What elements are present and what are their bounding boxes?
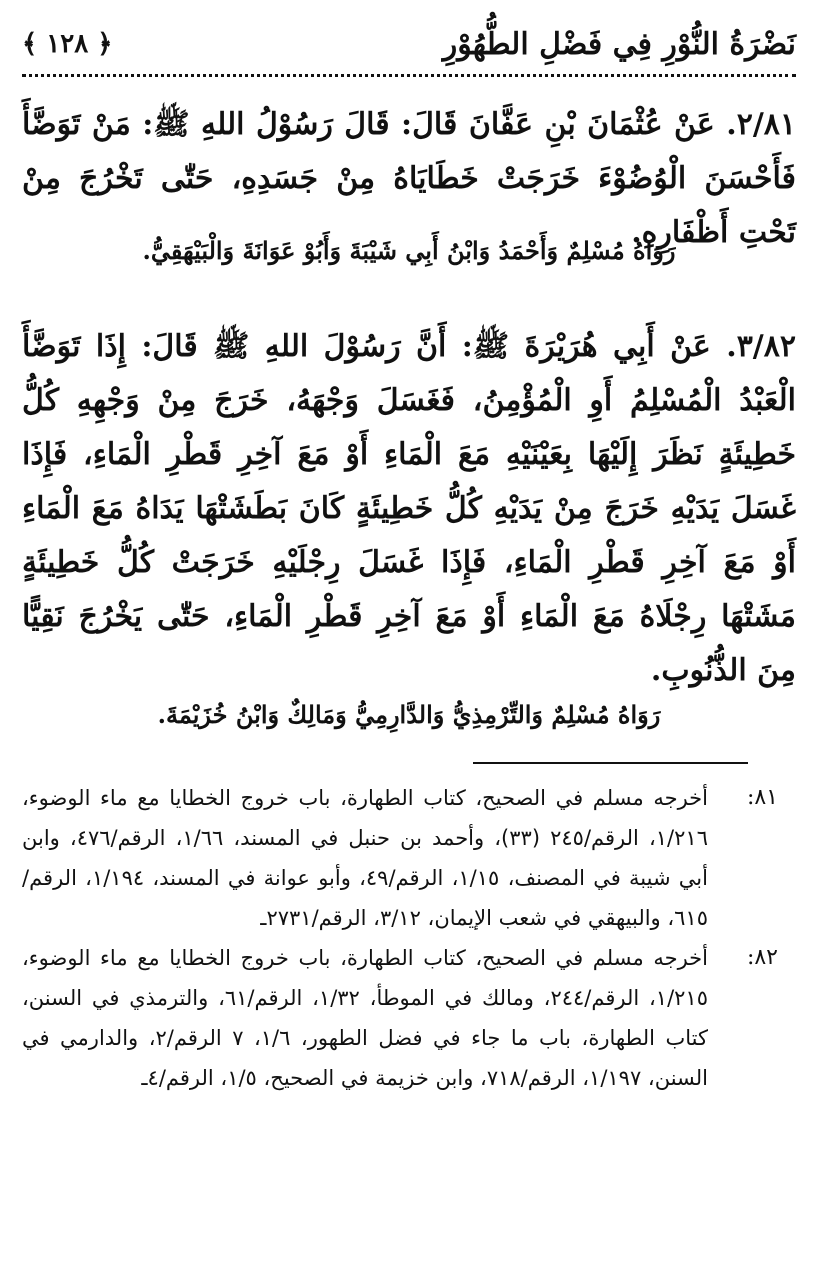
footnote-text: أخرجه مسلم في الصحيح، كتاب الطهارة، باب خروج الخطايا مع ماء الوضوء، ١/٢١٥، الرقم/٢٤٤، ومالك في الموطأ، ١/٣٢، الرقم/٦١، والترمذي في السنن، كتاب الطهارة، باب ما جاء في فضل الطهور، ١/٦، ٧ الرقم/٢، والدارمي في السنن، ١/١٩٧، الرقم/٧١٨، وابن خزيمة في الصحيح، ١/٥، الرقم/٤ـ xyxy=(22,946,709,1090)
hadith-number: ٢/٨١. xyxy=(726,107,796,142)
footnotes xyxy=(22,778,796,1098)
hadith-reference: رَوَاهُ مُسْلِمٌ وَالتِّرْمِذِيُّ وَالدَّارِمِيُّ وَمَالِكٌ وَابْنُ خُزَيْمَةَ. xyxy=(157,700,661,729)
page-header xyxy=(22,12,796,76)
footnote-number: ٨٢: xyxy=(746,945,778,970)
hadith-number: ٣/٨٢. xyxy=(726,329,796,364)
footnote-number: ٨١: xyxy=(746,785,778,810)
hadith-text: عَنْ أَبِي هُرَيْرَةَ ﷺ: أَنَّ رَسُوْلَ اللهِ ﷺ قَالَ: إِذَا تَوَضَّأَ الْعَبْدُ الْمُسْلِمُ أَوِ الْمُؤْمِنُ، فَغَسَلَ وَجْهَهُ، خَرَجَ مِنْ وَجْهِهِ كُلُّ خَطِيئَةٍ نَظَرَ إِلَيْهَا بِعَيْنَيْهِ مَعَ الْمَاءِ أَوْ مَعَ آخِرِ قَطْرِ الْمَاءِ، فَإِذَا غَسَلَ يَدَيْهِ خَرَجَ مِنْ يَدَيْهِ كُلُّ خَطِيئَةٍ كَانَ بَطَشَتْهَا يَدَاهُ مَعَ الْمَاءِ أَوْ مَعَ آخِرِ قَطْرِ الْمَاءِ، فَإِذَا غَسَلَ رِجْلَيْهِ خَرَجَتْ كُلُّ خَطِيئَةٍ مَشَتْهَا رِجْلَاهُ مَعَ الْمَاءِ أَوْ مَعَ آخِرِ قَطْرِ الْمَاءِ، حَتّٰى يَخْرُجَ نَقِيًّا مِنَ الذُّنُوبِ. xyxy=(22,329,796,688)
hadith-text: عَنْ عُثْمَانَ بْنِ عَفَّانَ قَالَ: قَالَ رَسُوْلُ اللهِ ﷺ: مَنْ تَوَضَّأَ فَأَحْسَنَ الْوُضُوْءَ خَرَجَتْ خَطَايَاهُ مِنْ جَسَدِهِ، حَتّٰى تَخْرُجَ مِنْ تَحْتِ أَظْفَارِهِ. xyxy=(22,107,796,250)
footnote-item xyxy=(22,778,796,938)
footnote-item xyxy=(22,938,796,1098)
hadith-82 xyxy=(22,320,796,698)
header-divider xyxy=(22,74,796,77)
footnote-divider xyxy=(473,762,748,764)
hadith-reference: رَوَاهُ مُسْلِمٌ وَأَحْمَدُ وَابْنُ أَبِي شَيْبَةَ وَأَبُوْ عَوَانَةَ وَالْبَيْهَقِيُّ. xyxy=(142,236,676,265)
footnote-text: أخرجه مسلم في الصحيح، كتاب الطهارة، باب خروج الخطايا مع ماء الوضوء، ١/٢١٦، الرقم/٢٤٥ (٣٣)، وأحمد بن حنبل في المسند، ١/٦٦، الرقم/٤٧٦، وابن أبي شيبة في المصنف، ١/١٥، الرقم/٤٩، وأبو عوانة في المسند، ١/١٩٤، الرقم/٦١٥، والبيهقي في شعب الإيمان، ٣/١٢، الرقم/٢٧٣١ـ xyxy=(22,786,708,930)
page-number: ﴿ ١٢٨ ﴾ xyxy=(22,29,113,59)
book-title: نَضْرَةُ النُّوْرِ فِي فَضْلِ الطُّهُوْرِ xyxy=(442,26,796,62)
